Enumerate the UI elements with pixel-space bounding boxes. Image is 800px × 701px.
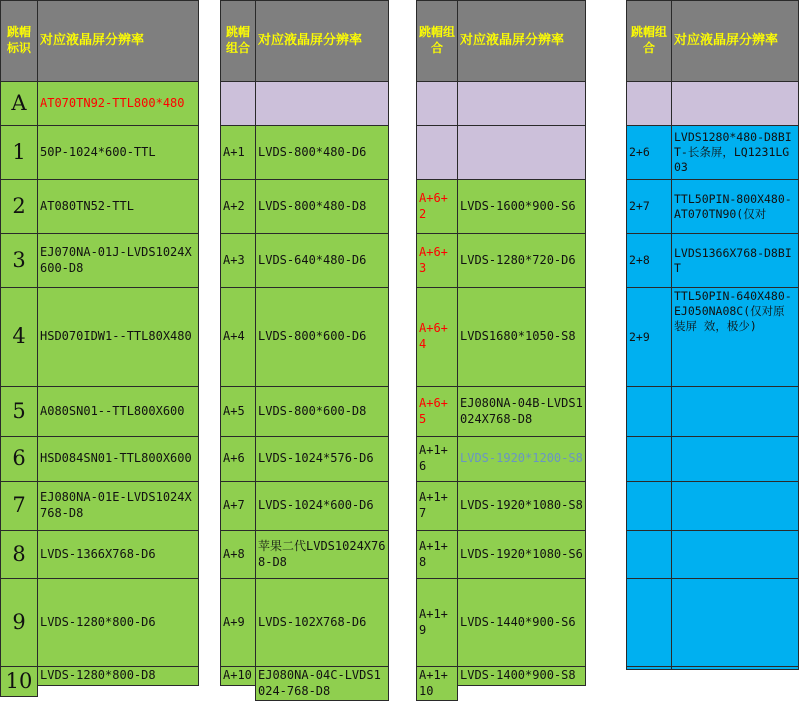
table3-row-3-key-text: A+6+3 <box>419 244 448 275</box>
table1-row-5-resolution <box>37 386 199 437</box>
table2-row-7-key <box>220 481 256 531</box>
table1-row-3-key-text: 3 <box>12 247 26 272</box>
table1-row-8-resolution <box>37 530 199 579</box>
table2-row-2-key <box>220 179 256 234</box>
table3-row-6-key-text: A+1+6 <box>419 443 448 473</box>
table1-row-5-key <box>0 386 38 437</box>
table1-row-7-resolution <box>37 481 199 531</box>
table3-row-3-resolution-text: LVDS-1280*720-D6 <box>460 252 576 267</box>
table3-row-5-resolution-text: EJ080NA-04B-LVDS1024X768-D8 <box>460 395 583 426</box>
table1-row-10-key <box>0 666 38 697</box>
table1-row-3-key <box>0 233 38 288</box>
table2-row-3-key-text: A+3 <box>223 252 245 267</box>
table2-row-1-resolution-text: LVDS-800*480-D6 <box>258 144 367 159</box>
table2-row-6-key-text: A+6 <box>223 451 245 466</box>
table3-row-0-key <box>416 81 458 126</box>
table1-row-8-key <box>0 530 38 579</box>
table1-header-resolution <box>37 0 199 82</box>
table3-row-2-key <box>416 179 458 234</box>
table2-header-resolution-text: 对应液晶屏分辨率 <box>258 32 363 48</box>
table4-row-5-key <box>626 386 672 437</box>
table4-row-3-key-text: 2+8 <box>629 253 650 268</box>
table2-row-7-key-text: A+7 <box>223 498 245 513</box>
table1-row-3-resolution-text: EJ070NA-01J-LVDS1024X600-D8 <box>40 244 192 275</box>
table2-row-9-resolution-text: LVDS-102X768-D6 <box>258 614 367 629</box>
table4-header-resolution-text: 对应液晶屏分辨率 <box>674 32 779 48</box>
table2-row-2-key-text: A+2 <box>223 198 245 213</box>
table4-header-key-text: 跳帽组合 <box>630 25 667 55</box>
table3-row-8-resolution <box>457 530 586 579</box>
table3-row-4-resolution <box>457 287 586 387</box>
table2-row-9-key-text: A+9 <box>223 614 245 629</box>
table2-row-4-key <box>220 287 256 387</box>
table4-row-10-key <box>626 666 672 670</box>
table1-row-3-resolution <box>37 233 199 288</box>
table4-row-6-key <box>626 436 672 482</box>
table4-row-7-key <box>626 481 672 531</box>
table2-row-9-key <box>220 578 256 667</box>
table3-row-10-key <box>416 666 458 701</box>
table3-row-1-key <box>416 125 458 180</box>
table3-row-3-resolution <box>457 233 586 288</box>
table4-row-1-key-text: 2+6 <box>629 145 650 160</box>
table2-row-6-resolution-text: LVDS-1024*576-D6 <box>258 451 374 466</box>
table1-row-9-resolution-text: LVDS-1280*800-D6 <box>40 614 156 629</box>
table4-row-2-resolution-text: TTL50PIN-800X480-AT070TN90(仅对 <box>674 191 792 221</box>
table2-row-8-resolution-text: 苹果二代LVDS1024X768-D8 <box>258 538 386 569</box>
table2-row-0-key <box>220 81 256 126</box>
table1-row-10-resolution <box>37 666 199 686</box>
table3-row-10-resolution <box>457 666 586 686</box>
table3-row-9-key <box>416 578 458 667</box>
table3-row-6-resolution-text: LVDS-1920*1200-S8 <box>460 451 583 466</box>
table1-row-4-resolution <box>37 287 199 387</box>
table4-row-0-resolution <box>671 81 799 126</box>
table3-row-2-resolution-text: LVDS-1600*900-S6 <box>460 198 576 213</box>
table1-row-7-key-text: 7 <box>12 493 26 518</box>
table2-row-1-resolution <box>255 125 389 180</box>
table3-row-7-resolution-text: LVDS-1920*1080-S8 <box>460 498 583 513</box>
table3-header-key <box>416 0 458 82</box>
table2-row-2-resolution-text: LVDS-800*480-D8 <box>258 198 367 213</box>
table2-row-3-resolution-text: LVDS-640*480-D6 <box>258 252 367 267</box>
table2-row-8-resolution <box>255 530 389 579</box>
table1-header-key-text: 跳帽标识 <box>6 25 31 55</box>
table4-row-1-key <box>626 125 672 180</box>
table1-row-0-key <box>0 81 38 126</box>
table1-row-1-resolution <box>37 125 199 180</box>
table4-row-4-resolution-text: TTL50PIN-640X480-EJ050NA08C(仅对原装屏 效，极少) <box>674 289 792 333</box>
table2-row-0-resolution <box>255 81 389 126</box>
table1-row-6-key-text: 6 <box>12 446 26 471</box>
table2-row-10-resolution-text: EJ080NA-04C-LVDS1024-768-D8 <box>258 668 381 698</box>
table2-row-1-key <box>220 125 256 180</box>
table3-row-3-key <box>416 233 458 288</box>
table4-header-resolution <box>671 0 799 82</box>
table1-row-2-resolution <box>37 179 199 234</box>
table4-row-2-key-text: 2+7 <box>629 199 650 214</box>
table4-row-4-resolution <box>671 287 799 387</box>
table1-row-10-key-text: 10 <box>5 669 33 693</box>
table3-row-4-resolution-text: LVDS1680*1050-S8 <box>460 329 576 344</box>
table3-header-resolution-text: 对应液晶屏分辨率 <box>460 32 565 48</box>
table2-header-resolution <box>255 0 389 82</box>
table1-header-resolution-text: 对应液晶屏分辨率 <box>40 32 145 48</box>
table2-row-7-resolution <box>255 481 389 531</box>
table4-row-3-resolution-text: LVDS1366X768-D8BIT <box>674 245 792 275</box>
table2-row-7-resolution-text: LVDS-1024*600-D6 <box>258 498 374 513</box>
table1-row-1-key-text: 1 <box>12 139 26 164</box>
table3-row-6-resolution <box>457 436 586 482</box>
table3-row-5-resolution <box>457 386 586 437</box>
table4-row-1-resolution <box>671 125 799 180</box>
table3-row-8-key <box>416 530 458 579</box>
table3-row-9-resolution <box>457 578 586 667</box>
table1-row-4-resolution-text: HSD070IDW1--TTL80X480 <box>40 329 192 344</box>
table1-row-0-resolution <box>37 81 199 126</box>
table2-row-3-key <box>220 233 256 288</box>
table2-row-5-key <box>220 386 256 437</box>
table1-row-7-key <box>0 481 38 531</box>
table1-row-6-resolution-text: HSD084SN01-TTL800X600 <box>40 451 192 466</box>
table4-row-6-resolution <box>671 436 799 482</box>
table3-row-6-key <box>416 436 458 482</box>
table2-row-10-resolution <box>255 666 389 701</box>
table4-row-7-resolution <box>671 481 799 531</box>
table2-row-6-resolution <box>255 436 389 482</box>
table4-row-8-resolution <box>671 530 799 579</box>
table3-row-2-key-text: A+6+2 <box>419 190 448 221</box>
table1-row-5-key-text: 5 <box>12 398 26 423</box>
table3-row-8-resolution-text: LVDS-1920*1080-S6 <box>460 546 583 561</box>
table1-row-4-key <box>0 287 38 387</box>
table1-row-9-key <box>0 578 38 667</box>
table1-row-9-resolution <box>37 578 199 667</box>
table1-row-10-resolution-text: LVDS-1280*800-D8 <box>40 668 156 682</box>
table2-row-3-resolution <box>255 233 389 288</box>
table2-row-6-key <box>220 436 256 482</box>
table2-row-2-resolution <box>255 179 389 234</box>
table1-row-7-resolution-text: EJ080NA-01E-LVDS1024X768-D8 <box>40 490 192 520</box>
table1-row-2-resolution-text: AT080TN52-TTL <box>40 198 134 213</box>
table3-row-2-resolution <box>457 179 586 234</box>
table2-row-8-key-text: A+8 <box>223 546 245 561</box>
table1-row-0-resolution-text: AT070TN92-TTL800*480 <box>40 95 185 110</box>
table3-row-4-key-text: A+6+4 <box>419 321 448 351</box>
table1-header-key <box>0 0 38 82</box>
table4-row-4-key <box>626 287 672 387</box>
table1-row-6-key <box>0 436 38 482</box>
table1-row-8-key-text: 8 <box>12 541 26 566</box>
table1-row-2-key-text: 2 <box>12 193 26 218</box>
table4-row-5-resolution <box>671 386 799 437</box>
table4-row-3-key <box>626 233 672 288</box>
table3-header-resolution <box>457 0 586 82</box>
table1-row-5-resolution-text: A080SN01--TTL800X600 <box>40 403 185 418</box>
table1-row-8-resolution-text: LVDS-1366X768-D6 <box>40 546 156 561</box>
table4-row-0-key <box>626 81 672 126</box>
table3-row-9-resolution-text: LVDS-1440*900-S6 <box>460 614 576 629</box>
table1-row-1-resolution-text: 50P-1024*600-TTL <box>40 144 156 159</box>
table3-row-4-key <box>416 287 458 387</box>
table4-row-9-key <box>626 578 672 667</box>
table3-row-7-resolution <box>457 481 586 531</box>
table1-row-9-key-text: 9 <box>12 609 26 634</box>
table3-row-9-key-text: A+1+9 <box>419 606 448 637</box>
table4-row-1-resolution-text: LVDS1280*480-D8BIT-长条屏，LQ1231LG03 <box>674 130 792 174</box>
table4-row-8-key <box>626 530 672 579</box>
table2-row-8-key <box>220 530 256 579</box>
table3-row-10-key-text: A+1+10 <box>419 668 448 698</box>
table2-header-key-text: 跳帽组合 <box>225 25 250 55</box>
table3-row-7-key-text: A+1+7 <box>419 490 448 520</box>
table1-row-4-key-text: 4 <box>12 324 26 349</box>
table4-row-2-resolution <box>671 179 799 234</box>
table2-row-4-resolution-text: LVDS-800*600-D6 <box>258 329 367 344</box>
table2-row-1-key-text: A+1 <box>223 144 245 159</box>
table2-row-5-resolution <box>255 386 389 437</box>
table2-row-10-key <box>220 666 256 686</box>
table3-row-8-key-text: A+1+8 <box>419 538 448 569</box>
table2-row-5-resolution-text: LVDS-800*600-D8 <box>258 403 367 418</box>
table4-row-4-key-text: 2+9 <box>629 329 650 344</box>
table3-row-5-key <box>416 386 458 437</box>
table3-row-1-resolution <box>457 125 586 180</box>
table4-row-2-key <box>626 179 672 234</box>
table4-row-9-resolution <box>671 578 799 667</box>
table4-row-10-resolution <box>671 666 799 670</box>
table1-row-0-key-text: A <box>11 90 27 115</box>
table2-row-9-resolution <box>255 578 389 667</box>
table2-header-key <box>220 0 256 82</box>
table1-row-1-key <box>0 125 38 180</box>
table3-row-5-key-text: A+6+5 <box>419 395 448 426</box>
table2-row-4-resolution <box>255 287 389 387</box>
table3-row-10-resolution-text: LVDS-1400*900-S8 <box>460 668 576 682</box>
table1-row-2-key <box>0 179 38 234</box>
table4-row-3-resolution <box>671 233 799 288</box>
table2-row-4-key-text: A+4 <box>223 329 245 344</box>
table3-header-key-text: 跳帽组合 <box>419 25 456 55</box>
table2-row-5-key-text: A+5 <box>223 403 245 418</box>
table2-row-10-key-text: A+10 <box>223 668 252 682</box>
table4-header-key <box>626 0 672 82</box>
table1-row-6-resolution <box>37 436 199 482</box>
table3-row-0-resolution <box>457 81 586 126</box>
table3-row-7-key <box>416 481 458 531</box>
